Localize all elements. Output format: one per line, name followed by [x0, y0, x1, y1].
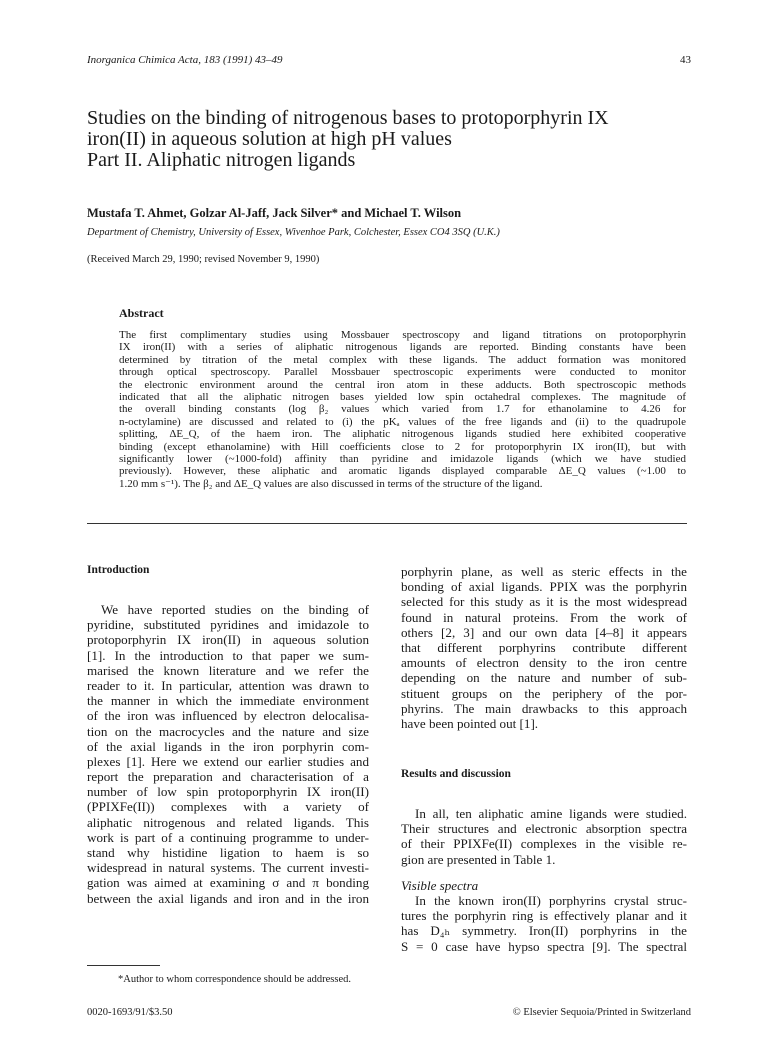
intro-line: depending on the nature and number of sub- — [401, 670, 687, 686]
received-dates: (Received March 29, 1990; revised November 9, 1990) — [87, 254, 320, 265]
intro-line: We have reported studies on the binding of — [101, 602, 369, 617]
abstract-line: previously). However, these aliphatic and aromatic ligands displayed comparable ΔE_Q values (~1.00 to — [119, 465, 686, 478]
spacer — [401, 788, 687, 806]
abstract-line: the overall binding constants (log β₂ values which varied from 1.7 for ethanolamine to 4.26 for — [119, 403, 686, 416]
intro-line: widespread in natural systems. The current investi- — [87, 860, 369, 876]
intro-line: protoporphyrin IX iron(II) in aqueous solution — [87, 632, 369, 648]
intro-line: reader to it. In particular, attention was drawn to — [87, 677, 369, 693]
intro-line: bonding of axial ligands. PPIX was the porphyrin — [401, 579, 687, 595]
abstract-line: through optical spectroscopy. Parallel Mossbauer spectroscopic experiments were conducted to monitor — [119, 366, 686, 379]
intro-line: phyrins. The main drawbacks to this approach — [401, 700, 687, 716]
title-line: Part II. Aliphatic nitrogen ligands — [87, 149, 356, 171]
intro-line: stand why histidine ligation to haem is so — [87, 845, 369, 860]
results-body — [401, 806, 687, 867]
introduction-heading: Introduction — [87, 564, 150, 576]
intro-line: report the preparation and characterisation of a — [87, 769, 369, 785]
abstract-line: significantly lower (~1000-fold) affinity than pyridine and imidazole ligands (which we have studied — [119, 453, 686, 466]
results-line: Their structures and electronic absorption spectra — [401, 821, 687, 837]
intro-line: work is part of a continuing programme to under- — [87, 829, 369, 845]
footnote-divider — [87, 965, 160, 966]
abstract-heading: Abstract — [119, 306, 164, 320]
abstract-line: 1.20 mm s⁻¹). The β₂ and ΔE_Q values are also discussed in terms of the structure of the ligand. — [119, 477, 543, 490]
affiliation: Department of Chemistry, University of Essex, Wivenhoe Park, Colchester, Essex CO4 3SQ (U.K.) — [87, 227, 500, 238]
right-column — [401, 564, 687, 954]
intro-line: gation was aimed at examining σ and π bonding — [87, 875, 369, 891]
abstract-line: indicated that all the aliphatic nitrogen bases yielded low spin octahedral complexes. The magnitude of — [119, 391, 686, 404]
paper-title — [87, 108, 687, 171]
abstract-line: IX iron(II) with a series of aliphatic nitrogenous ligands are reported. Binding constants have been — [119, 341, 686, 354]
issn-price: 0020-1693/91/$3.50 — [87, 1007, 173, 1018]
visible-line: S = 0 case have hypso spectra [9]. The spectral — [401, 938, 687, 954]
visible-line: In the known iron(II) porphyrins crystal struc- — [415, 893, 687, 909]
author-list: Mustafa T. Ahmet, Golzar Al-Jaff, Jack Silver* and Michael T. Wilson — [87, 206, 462, 220]
visible-line: has D₄ₕ symmetry. Iron(II) porphyrins in the — [401, 923, 687, 939]
abstract-line: splitting, ΔE_Q, of the haem iron. The aliphatic nitrogenous ligands studied here exhibited cooperative — [119, 428, 686, 441]
abstract-line: determined by titration of the metal complex with these ligands. The adduct formation was monitored — [119, 353, 686, 366]
abstract-line: the electronic environment around the central iron atom in these adducts. Both spectroscopic methods — [119, 378, 686, 391]
introduction-continued — [401, 564, 687, 731]
intro-line: [1]. In the introduction to that paper we sum- — [87, 647, 369, 663]
intro-line: the manner in which the immediate environment — [87, 693, 369, 709]
intro-line: tion on the macrocycles and the nature and size — [87, 723, 369, 739]
results-heading: Results and discussion — [401, 768, 511, 781]
results-line: gion are presented in Table 1. — [401, 851, 556, 867]
intro-line: stituent groups on the periphery of the por- — [401, 685, 687, 701]
intro-line: aliphatic nitrogenous and related ligands. This — [87, 814, 369, 830]
intro-line: of the iron was influenced by electron delocalisa- — [87, 708, 369, 724]
intro-line: found in natural proteins. From the work of — [401, 609, 687, 625]
journal-citation: Inorganica Chimica Acta, 183 (1991) 43–49 — [87, 54, 283, 66]
intro-line: have been pointed out [1]. — [401, 715, 539, 731]
page-number: 43 — [680, 54, 691, 66]
intro-line: others [2, 3] and our own data [4–8] it appears — [401, 624, 687, 640]
section-divider — [87, 523, 687, 524]
intro-line: of the axial ligands in the iron porphyrin com- — [87, 738, 369, 754]
abstract-line: n-octylamine) are discussed and related to (i) the pKₐ values of the free ligands and (ii) to the quadrupole — [119, 415, 686, 428]
copyright-notice: © Elsevier Sequoia/Printed in Switzerland — [512, 1007, 691, 1018]
intro-line: porphyrin plane, as well as steric effects in the — [401, 564, 687, 579]
abstract-line: The first complimentary studies using Mossbauer spectroscopy and ligand titrations on protoporphyrin — [119, 329, 686, 341]
intro-line: marised the known literature and we refer the — [87, 662, 369, 678]
intro-line: pyridine, substituted pyridines and imidazole to — [87, 617, 369, 633]
intro-line: that different porphyrins contribute different — [401, 639, 687, 655]
introduction-body — [87, 602, 369, 906]
results-line: In all, ten aliphatic amine ligands were studied. — [415, 806, 687, 822]
abstract-line: binding (except ethanolamine) with Hill coefficients close to 2 for protoporphyrin IX iron(II), but with — [119, 440, 686, 453]
title-line: Studies on the binding of nitrogenous bases to protoporphyrin IX — [87, 107, 609, 129]
spacer — [401, 867, 687, 878]
spacer — [87, 584, 369, 602]
abstract-body — [119, 329, 686, 490]
results-line: of their PPIXFe(II) complexes in the visible re- — [401, 836, 687, 852]
footnote: *Author to whom correspondence should be addressed. — [118, 974, 351, 985]
left-column — [87, 564, 369, 906]
intro-line: number of low spin protoporphyrin IX iron(II) — [87, 784, 369, 800]
spacer — [401, 731, 687, 768]
visible-line: tures the porphyrin ring is effectively planar and it — [401, 908, 687, 924]
intro-line: amounts of electron density to the iron centre — [401, 655, 687, 671]
intro-line: plexes [1]. Here we extend our earlier studies and — [87, 753, 369, 769]
intro-line: (PPIXFe(II)) complexes with a variety of — [87, 799, 369, 815]
intro-line: between the axial ligands and iron and in the iron — [87, 890, 369, 906]
visible-spectra-body — [401, 893, 687, 954]
intro-line: selected for this study as it is the most widespread — [401, 594, 687, 610]
visible-spectra-heading: Visible spectra — [401, 877, 479, 893]
title-line: iron(II) in aqueous solution at high pH values — [87, 128, 452, 150]
